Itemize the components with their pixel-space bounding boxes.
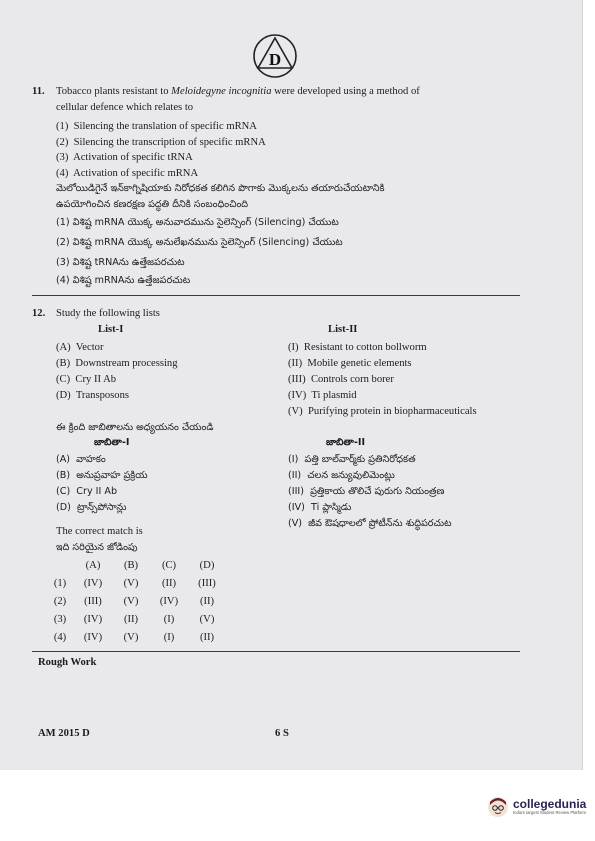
collegedunia-logo xyxy=(487,796,586,818)
question-number: 12. xyxy=(32,308,46,319)
list-1-item-telugu: (A) వాహకం xyxy=(56,454,106,465)
question-stem-telugu-line2: ఉపయోగించిన కణరక్షణ పద్ధతి దీనికి సంబంధించింది xyxy=(56,199,249,210)
rough-work-label: Rough Work xyxy=(38,657,97,668)
list-2-item: (IV) Ti plasmid xyxy=(288,390,357,401)
grid-cell: (II) xyxy=(199,632,215,643)
grid-cell: (IV) xyxy=(83,578,103,589)
grid-cell: (V) xyxy=(123,632,139,643)
grid-header: (C) xyxy=(161,560,177,571)
list-1-item-telugu: (D) ట్రాన్స్‌పోసాన్లు xyxy=(56,502,127,513)
grid-cell: (IV) xyxy=(83,614,103,625)
list-1-title-telugu: జాబితా-I xyxy=(94,437,130,448)
grid-cell: (V) xyxy=(123,578,139,589)
question-stem: Study the following lists xyxy=(56,308,160,319)
grid-cell: (III) xyxy=(84,596,102,607)
grid-row-label: (4) xyxy=(53,632,67,643)
list-2-item: (I) Resistant to cotton bollworm xyxy=(288,342,427,353)
list-1-item: (B) Downstream processing xyxy=(56,358,178,369)
list-2-title: List-II xyxy=(328,324,358,335)
brand-tagline: India's largest Student Review Platform xyxy=(513,810,586,815)
grid-cell: (IV) xyxy=(83,632,103,643)
grid-row-label: (3) xyxy=(53,614,67,625)
grid-header: (B) xyxy=(123,560,139,571)
option-3-telugu: (3) విశిష్ట tRNAను ఉత్తేజపరచుట xyxy=(56,257,185,268)
list-2-item-telugu: (V) జీవ ఔషధాలలో ప్రోటీన్‌ను శుద్ధిపరచుట xyxy=(288,518,452,529)
grid-cell: (III) xyxy=(198,578,216,589)
question-divider xyxy=(32,295,520,296)
grid-header: (A) xyxy=(85,560,101,571)
option-2: (2) Silencing the transcription of specific mRNA xyxy=(56,136,266,148)
option-3: (3) Activation of specific tRNA xyxy=(56,152,193,164)
question-number: 11. xyxy=(32,86,45,97)
rough-work-divider xyxy=(32,651,520,652)
list-2-item: (V) Purifying protein in biopharmaceuticals xyxy=(288,406,477,417)
grid-cell: (IV) xyxy=(159,596,179,607)
list-2-item-telugu: (II) చలన జన్యువులిమెంట్లు xyxy=(288,470,395,481)
option-4-telugu: (4) విశిష్ట mRNAను ఉత్తేజపరచుట xyxy=(56,275,191,286)
list-2-item-telugu: (III) ప్రత్తికాయ తొలిచే పురుగు నియంత్రణ xyxy=(288,486,445,497)
grid-cell: (I) xyxy=(163,632,175,643)
brand-name: collegedunia xyxy=(513,797,587,811)
list-2-title-telugu: జాబితా-II xyxy=(326,437,366,448)
list-2-item-telugu: (IV) Ti ప్లాస్మిడు xyxy=(288,502,352,513)
grid-cell: (V) xyxy=(123,596,139,607)
answer-grid xyxy=(53,560,236,650)
list-2-item: (II) Mobile genetic elements xyxy=(288,358,412,369)
question-stem-telugu: ఈ క్రింది జాబితాలను అధ్యయనం చేయండి xyxy=(56,422,214,433)
booklet-code: D xyxy=(268,50,282,69)
grid-row-label: (1) xyxy=(53,578,67,589)
option-2-telugu: (2) విశిష్ట mRNA యొక్క అనులేఖనమును సైలెన్సింగ్ (Silencing) చేయుట xyxy=(56,237,343,248)
footer-code: AM 2015 D xyxy=(38,728,90,739)
grid-cell: (I) xyxy=(163,614,175,625)
list-1-title: List-I xyxy=(98,324,124,335)
question-stem: Tobacco plants resistant to Meloidegyne incognitia were developed using a method of xyxy=(56,86,420,97)
triangle-in-circle-icon xyxy=(252,33,298,79)
question-stem-line2: cellular defence which relates to xyxy=(56,101,194,113)
grid-cell: (II) xyxy=(161,578,177,589)
grid-cell: (V) xyxy=(199,614,215,625)
list-1-item-telugu: (B) అనుప్రవాహ ప్రక్రియ xyxy=(56,470,148,481)
page-number: 6 S xyxy=(275,728,289,739)
student-avatar-icon xyxy=(487,796,509,818)
option-1-telugu: (1) విశిష్ట mRNA యొక్క అనువాదమును సైలెన్సింగ్ (Silencing) చేయుట xyxy=(56,217,339,228)
grid-header: (D) xyxy=(199,560,215,571)
booklet-code-badge xyxy=(252,33,298,79)
list-1-item: (C) Cry II Ab xyxy=(56,374,117,385)
list-1-item: (D) Transposons xyxy=(56,390,130,401)
grid-cell: (II) xyxy=(123,614,139,625)
list-1-item: (A) Vector xyxy=(56,342,104,353)
grid-row-label: (2) xyxy=(53,596,67,607)
match-prompt: The correct match is xyxy=(56,526,143,537)
list-1-item-telugu: (C) Cry II Ab xyxy=(56,486,118,497)
question-stem-telugu: మెలోయిడిగైనే ఇన్‌కాగ్నిషియాకు నిరోధకత కలిగిన పొగాకు మొక్కలను తయారుచేయటానికి xyxy=(56,183,385,194)
match-prompt-telugu: ఇది సరియైన జోడింపు xyxy=(56,542,138,553)
option-1: (1) Silencing the translation of specific mRNA xyxy=(56,121,257,132)
list-2-item-telugu: (I) పత్తి బాల్‌వార్మ్‌కు ప్రతినిరోధకత xyxy=(288,454,416,465)
list-2-item: (III) Controls corn borer xyxy=(288,374,394,385)
option-4: (4) Activation of specific mRNA xyxy=(56,167,199,179)
species-name: Meloidegyne incognitia xyxy=(171,86,272,97)
grid-cell: (II) xyxy=(199,596,215,607)
